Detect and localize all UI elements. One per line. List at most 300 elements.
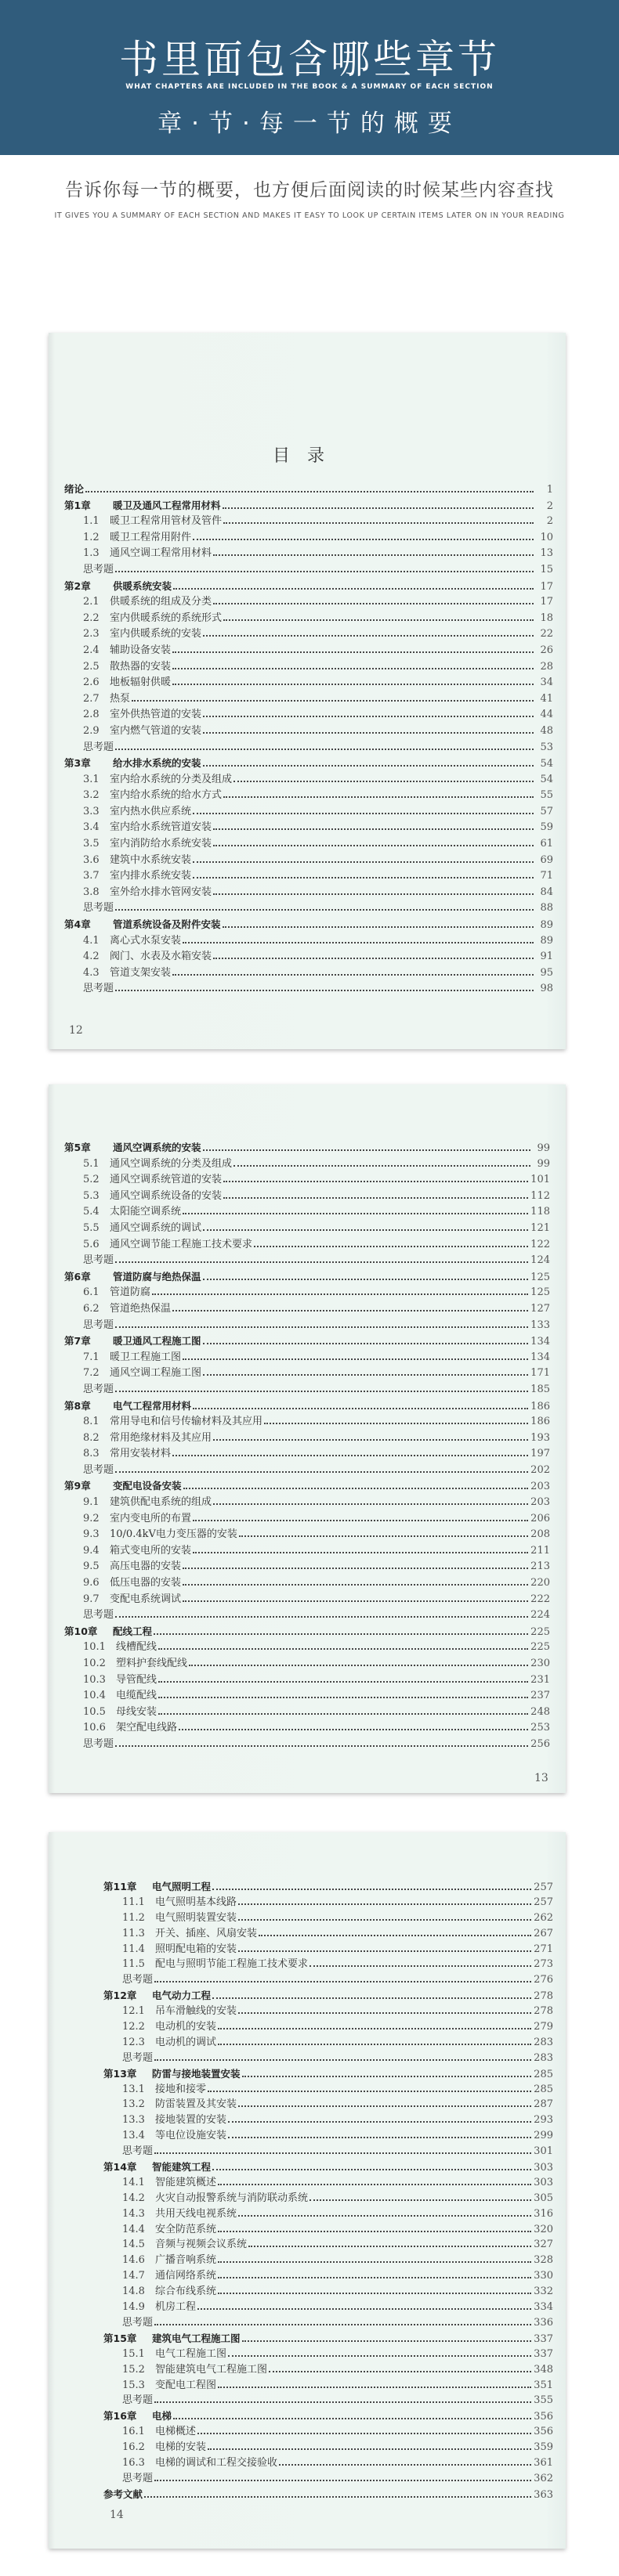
toc-section-row[interactable] xyxy=(64,965,553,982)
section-number: 3.3 xyxy=(83,805,100,817)
entry-title: 思考题 xyxy=(83,563,114,575)
toc-section-row[interactable] xyxy=(103,1942,553,1957)
entry-page-number: 299 xyxy=(534,2130,553,2142)
toc-row[interactable] xyxy=(64,1607,550,1624)
dot-leader xyxy=(115,571,534,572)
entry-title: 思考题 xyxy=(122,2394,154,2407)
chapter-number: 第10章 xyxy=(64,1625,98,1637)
toc-section-row[interactable] xyxy=(103,2253,553,2268)
entry-title: 思考题 xyxy=(83,902,114,915)
toc-section-row[interactable] xyxy=(103,2206,553,2222)
entry-page-number: 41 xyxy=(540,692,553,705)
entry-page-number: 18 xyxy=(540,612,553,624)
toc-section-row[interactable] xyxy=(64,1204,550,1221)
dot-leader xyxy=(242,2076,532,2077)
entry-title: 通风空调系统的安装 xyxy=(113,1142,201,1153)
dot-leader xyxy=(183,942,534,943)
toc-section-row[interactable] xyxy=(103,1957,553,1972)
toc-section-row[interactable] xyxy=(64,1446,550,1463)
section-number: 9.6 xyxy=(83,1577,100,1589)
toc-section-row[interactable] xyxy=(64,1705,550,1721)
entry-title: 配电与照明节能工程施工技术要求 xyxy=(155,1958,309,1971)
dot-leader xyxy=(172,651,534,653)
dot-leader xyxy=(203,1374,528,1376)
dot-leader xyxy=(279,2464,531,2466)
toc-section-row[interactable] xyxy=(103,2268,553,2284)
entry-page-number: 124 xyxy=(530,1254,550,1267)
entry-page-number: 202 xyxy=(530,1463,550,1476)
entry-page-number: 193 xyxy=(530,1431,550,1444)
section-number: 8.3 xyxy=(83,1448,100,1460)
entry-title: 思考题 xyxy=(122,2145,154,2158)
entry-page-number: 206 xyxy=(530,1512,550,1524)
dot-leader xyxy=(183,1568,528,1569)
toc-section-row[interactable] xyxy=(64,659,553,676)
toc-section-row[interactable] xyxy=(64,723,553,740)
toc-section-row[interactable] xyxy=(64,804,553,821)
entry-title: 吊车滑触线的安装 xyxy=(155,2005,237,2018)
section-number: 13.1 xyxy=(122,2083,145,2095)
entry-title: 思考题 xyxy=(83,983,114,995)
section-number: 3.6 xyxy=(83,853,100,866)
section-number: 13.3 xyxy=(122,2114,145,2127)
entry-page-number: 224 xyxy=(530,1609,550,1622)
toc-chapter-row[interactable] xyxy=(103,1988,553,2004)
dot-leader xyxy=(154,2152,531,2154)
entry-title: 导管配线 xyxy=(116,1673,157,1686)
toc-section-row[interactable] xyxy=(103,2440,553,2455)
entry-page-number: 44 xyxy=(540,709,553,721)
dot-leader xyxy=(154,2480,531,2481)
toc-section-row[interactable] xyxy=(64,643,553,659)
dot-leader xyxy=(203,1229,528,1231)
section-number: 11.2 xyxy=(122,1911,145,1924)
toc-section-row[interactable] xyxy=(64,1189,550,1205)
dot-leader xyxy=(172,1310,528,1311)
dot-leader xyxy=(203,765,534,767)
entry-page-number: 225 xyxy=(530,1625,550,1638)
section-number: 10.3 xyxy=(83,1673,106,1686)
toc-section-row[interactable] xyxy=(103,1926,553,1942)
entry-page-number: 134 xyxy=(530,1336,550,1348)
entry-title: 箱式变电所的安装 xyxy=(110,1544,192,1557)
toc-section-row[interactable] xyxy=(103,2300,553,2315)
toc-section-row[interactable] xyxy=(103,1910,553,1926)
toc-section-row[interactable] xyxy=(103,2222,553,2238)
toc-section-row[interactable] xyxy=(64,1592,550,1608)
entry-page-number: 279 xyxy=(534,2021,553,2033)
entry-page-number: 356 xyxy=(534,2411,553,2423)
dot-leader xyxy=(238,1903,531,1905)
toc-row[interactable] xyxy=(64,900,553,917)
entry-title: 安全防范系统 xyxy=(155,2223,217,2235)
toc-section-row[interactable] xyxy=(64,1688,550,1705)
entry-page-number: 17 xyxy=(540,580,553,593)
section-number: 11.4 xyxy=(122,1943,145,1955)
entry-title: 音频与视频会议系统 xyxy=(155,2239,248,2251)
section-number: 2.3 xyxy=(83,628,100,640)
toc-section-row[interactable] xyxy=(64,707,553,723)
dot-leader xyxy=(144,2496,531,2498)
toc-section-row[interactable] xyxy=(103,2097,553,2112)
toc-section-row[interactable] xyxy=(64,611,553,627)
toc-row[interactable] xyxy=(103,2471,553,2487)
toc-section-row[interactable] xyxy=(103,2237,553,2253)
toc-section-row[interactable] xyxy=(103,2362,553,2378)
entry-title: 管道防腐 xyxy=(110,1286,151,1299)
toc-section-row[interactable] xyxy=(103,2424,553,2440)
toc-section-row[interactable] xyxy=(64,1414,550,1431)
entry-title: 暖卫工程常用附件 xyxy=(110,531,192,543)
entry-page-number: 237 xyxy=(530,1690,550,1702)
toc-section-row[interactable] xyxy=(64,691,553,708)
toc-chapter-row[interactable] xyxy=(64,1624,550,1640)
toc-chapter-row[interactable] xyxy=(64,756,553,772)
section-number: 5.5 xyxy=(83,1221,100,1234)
toc-section-row[interactable] xyxy=(64,836,553,853)
toc-row[interactable] xyxy=(64,1737,550,1753)
toc-list xyxy=(64,1140,550,1753)
entry-title: 室内给水系统的给水方式 xyxy=(110,789,223,802)
toc-section-row[interactable] xyxy=(64,1285,550,1301)
toc-section-row[interactable] xyxy=(64,1350,550,1366)
dot-leader xyxy=(310,1965,531,1967)
dot-leader xyxy=(115,1745,528,1747)
toc-row[interactable] xyxy=(64,740,553,756)
toc-section-row[interactable] xyxy=(64,1366,550,1382)
toc-section-row[interactable] xyxy=(64,1237,550,1254)
toc-section-row[interactable] xyxy=(64,1720,550,1737)
toc-chapter-row[interactable] xyxy=(103,2331,553,2347)
toc-section-row[interactable] xyxy=(64,1656,550,1672)
entry-page-number: 222 xyxy=(530,1593,550,1605)
toc-section-row[interactable] xyxy=(64,1172,550,1189)
dot-leader xyxy=(218,2231,531,2232)
entry-title: 智能建筑概述 xyxy=(155,2176,217,2188)
entry-title: 电梯概述 xyxy=(155,2426,197,2438)
entry-page-number: 257 xyxy=(534,1881,553,1893)
toc-section-row[interactable] xyxy=(64,1575,550,1592)
section-number: 14.8 xyxy=(122,2286,145,2298)
toc-section-row[interactable] xyxy=(103,2347,553,2362)
toc-section-row[interactable] xyxy=(64,820,553,836)
dot-leader xyxy=(239,1535,528,1537)
section-number: 6.2 xyxy=(83,1302,100,1315)
entry-title: 高压电器的安装 xyxy=(110,1560,182,1573)
section-number: 2.2 xyxy=(83,612,100,624)
entry-title: 电梯的调试和工程交接验收 xyxy=(155,2456,278,2469)
entry-title: 管道防腐与绝热保温 xyxy=(113,1270,201,1283)
entry-title: 接地和接零 xyxy=(155,2083,207,2095)
entry-title: 电梯的安装 xyxy=(155,2441,207,2454)
chapter-number: 第15章 xyxy=(103,2332,137,2344)
toc-chapter-row[interactable] xyxy=(103,1879,553,1895)
entry-page-number: 267 xyxy=(534,1927,553,1939)
entry-title: 室内供暖系统的安装 xyxy=(110,628,202,640)
section-number: 10.1 xyxy=(83,1641,106,1654)
dot-leader xyxy=(115,990,534,991)
entry-title: 室内消防给水系统安装 xyxy=(110,838,212,850)
toc-section-row[interactable] xyxy=(64,949,553,965)
toc-heading: 目录 xyxy=(272,446,342,466)
entry-page-number: 53 xyxy=(540,741,553,753)
dot-leader xyxy=(228,2137,531,2138)
toc-section-row[interactable] xyxy=(103,2191,553,2206)
toc-chapter-row[interactable] xyxy=(64,498,553,514)
toc-row[interactable] xyxy=(64,1318,550,1334)
entry-title: 变配电系统调试 xyxy=(110,1593,182,1605)
entry-page-number: 278 xyxy=(534,2005,553,2018)
entry-title: 通信网络系统 xyxy=(155,2270,217,2282)
toc-row[interactable] xyxy=(103,1972,553,1988)
toc-section-row[interactable] xyxy=(64,933,553,950)
entry-title: 供暖系统安装 xyxy=(113,579,172,592)
dot-leader xyxy=(218,2293,531,2294)
entry-page-number: 127 xyxy=(530,1302,550,1315)
entry-title: 常用导电和信号传输材料及其应用 xyxy=(110,1416,263,1428)
dot-leader xyxy=(213,1439,528,1441)
toc-section-row[interactable] xyxy=(64,1495,550,1511)
entry-title: 思考题 xyxy=(122,1974,154,1986)
toc-section-row[interactable] xyxy=(103,2035,553,2051)
entry-title: 思考题 xyxy=(83,1609,114,1622)
toc-section-row[interactable] xyxy=(64,788,553,804)
toc-section-row[interactable] xyxy=(64,530,553,547)
toc-section-row[interactable] xyxy=(103,2175,553,2191)
toc-section-row[interactable] xyxy=(64,1156,550,1173)
entry-page-number: 213 xyxy=(530,1560,550,1573)
dot-leader xyxy=(197,2433,531,2434)
dot-leader xyxy=(269,2371,531,2372)
section-number: 15.3 xyxy=(122,2379,145,2391)
entry-title: 通风空调节能工程施工技术要求 xyxy=(110,1238,253,1250)
dot-leader xyxy=(158,1713,528,1715)
toc-chapter-row[interactable] xyxy=(64,1140,550,1156)
toc-section-row[interactable] xyxy=(103,2455,553,2471)
entry-page-number: 134 xyxy=(530,1351,550,1363)
toc-section-row[interactable] xyxy=(103,2082,553,2098)
toc-section-row[interactable] xyxy=(64,594,553,611)
banner-tagline: 章·节·每一节的概要 xyxy=(157,110,462,138)
section-number: 11.5 xyxy=(122,1958,145,1971)
entry-page-number: 225 xyxy=(530,1641,550,1654)
toc-section-row[interactable] xyxy=(64,1301,550,1318)
entry-title: 暖卫通风工程施工图 xyxy=(113,1335,201,1348)
toc-section-row[interactable] xyxy=(103,2128,553,2144)
toc-section-row[interactable] xyxy=(103,2112,553,2128)
dot-leader xyxy=(172,974,534,976)
entry-page-number: 336 xyxy=(534,2316,553,2329)
entry-title: 通风空调系统的分类及组成 xyxy=(110,1157,233,1170)
entry-page-number: 203 xyxy=(530,1481,550,1493)
toc-section-row[interactable] xyxy=(103,2004,553,2019)
entry-page-number: 273 xyxy=(534,1958,553,1971)
entry-page-number: 257 xyxy=(534,1896,553,1908)
toc-section-row[interactable] xyxy=(103,1895,553,1910)
dot-leader xyxy=(254,1246,528,1247)
toc-section-row[interactable] xyxy=(64,1527,550,1543)
dot-leader xyxy=(238,2215,531,2217)
entry-title: 10/0.4kV电力变压器的安装 xyxy=(110,1528,237,1541)
entry-title: 变配电设备安装 xyxy=(113,1480,182,1492)
toc-section-row[interactable] xyxy=(64,675,553,691)
dot-leader xyxy=(158,1681,528,1683)
section-number: 12.3 xyxy=(122,2036,145,2048)
chapter-number: 第16章 xyxy=(103,2410,137,2423)
entry-title: 辅助设备安装 xyxy=(110,644,172,656)
section-number: 2.6 xyxy=(83,676,100,689)
entry-title: 思考题 xyxy=(83,1319,114,1331)
section-number: 15.2 xyxy=(122,2363,145,2376)
entry-page-number: 98 xyxy=(540,983,553,995)
dot-leader xyxy=(158,1648,528,1650)
toc-row[interactable] xyxy=(103,2487,553,2502)
toc-chapter-row[interactable] xyxy=(64,579,553,595)
toc-section-row[interactable] xyxy=(64,868,553,885)
section-number: 8.1 xyxy=(83,1416,100,1428)
dot-leader xyxy=(218,2387,531,2388)
entry-page-number: 28 xyxy=(540,660,553,673)
entry-page-number: 125 xyxy=(530,1271,550,1283)
toc-chapter-row[interactable] xyxy=(64,1478,550,1495)
toc-section-row[interactable] xyxy=(64,1221,550,1237)
dot-leader xyxy=(172,684,534,685)
entry-page-number: 303 xyxy=(534,2176,553,2188)
section-number: 14.7 xyxy=(122,2270,145,2282)
toc-section-row[interactable] xyxy=(64,1559,550,1575)
entry-page-number: 88 xyxy=(540,902,553,915)
dot-leader xyxy=(228,2121,531,2123)
chapter-number: 第7章 xyxy=(64,1335,91,1348)
toc-row[interactable] xyxy=(64,981,553,998)
entry-page-number: 271 xyxy=(534,1943,553,1955)
toc-row[interactable] xyxy=(103,2315,553,2331)
dot-leader xyxy=(238,2105,531,2107)
entry-title: 等电位设施安装 xyxy=(155,2130,227,2142)
entry-page-number: 363 xyxy=(534,2488,553,2501)
section-number: 1.3 xyxy=(83,547,100,560)
toc-row[interactable] xyxy=(103,2393,553,2408)
entry-title: 管道绝热保温 xyxy=(110,1302,172,1315)
dot-leader xyxy=(154,1981,531,1983)
entry-title: 建筑供配电系统的组成 xyxy=(110,1496,212,1509)
toc-section-row[interactable] xyxy=(64,1431,550,1447)
toc-chapter-row[interactable] xyxy=(64,1269,550,1286)
dot-leader xyxy=(264,1423,528,1424)
toc-section-row[interactable] xyxy=(64,514,553,530)
entry-title: 防雷装置及其安装 xyxy=(155,2098,237,2111)
toc-section-row[interactable] xyxy=(103,2019,553,2035)
entry-page-number: 26 xyxy=(540,644,553,656)
section-number: 14.4 xyxy=(122,2223,145,2235)
toc-row[interactable] xyxy=(103,2051,553,2066)
section-number: 4.2 xyxy=(83,951,100,963)
toc-section-row[interactable] xyxy=(103,2378,553,2394)
toc-chapter-row[interactable] xyxy=(64,1398,550,1415)
chapter-number: 第14章 xyxy=(103,2161,137,2174)
section-number: 2.9 xyxy=(83,724,100,737)
toc-chapter-row[interactable] xyxy=(103,2408,553,2424)
toc-row[interactable] xyxy=(64,482,553,498)
section-number: 2.5 xyxy=(83,660,100,673)
toc-row[interactable] xyxy=(64,1463,550,1479)
dot-leader xyxy=(193,861,534,863)
toc-chapter-row[interactable] xyxy=(103,2159,553,2175)
chapter-number: 第8章 xyxy=(64,1399,91,1412)
entry-title: 思考题 xyxy=(122,2051,154,2064)
chapter-number: 第4章 xyxy=(64,918,91,931)
toc-section-row[interactable] xyxy=(64,1543,550,1560)
entry-title: 电气工程施工图 xyxy=(155,2347,227,2360)
entry-title: 共用天线电视系统 xyxy=(155,2207,237,2220)
entry-title: 防雷与接地装置安装 xyxy=(152,2067,241,2080)
entry-title: 管道支架安装 xyxy=(110,966,172,979)
toc-row[interactable] xyxy=(64,1382,550,1398)
entry-title: 思考题 xyxy=(83,1737,114,1750)
entry-page-number: 203 xyxy=(530,1496,550,1509)
dot-leader xyxy=(212,1889,531,1890)
entry-page-number: 334 xyxy=(534,2301,553,2314)
toc-section-row[interactable] xyxy=(64,885,553,901)
entry-page-number: 84 xyxy=(540,886,553,898)
toc-section-row[interactable] xyxy=(64,853,553,869)
entry-title: 通风空调系统管道的安装 xyxy=(110,1174,223,1186)
chapter-number: 第9章 xyxy=(64,1480,91,1492)
dot-leader xyxy=(193,877,534,879)
toc-chapter-row[interactable] xyxy=(64,1333,550,1350)
entry-page-number: 1 xyxy=(546,484,553,496)
section-number: 3.8 xyxy=(83,886,100,898)
toc-section-row[interactable] xyxy=(64,546,553,562)
toc-section-row[interactable] xyxy=(103,2284,553,2300)
toc-chapter-row[interactable] xyxy=(103,2066,553,2082)
toc-section-row[interactable] xyxy=(64,626,553,643)
dot-leader xyxy=(223,619,534,621)
toc-section-row[interactable] xyxy=(64,1672,550,1689)
dot-leader xyxy=(213,828,534,830)
entry-title: 散热器的安装 xyxy=(110,660,172,673)
dot-leader xyxy=(183,1584,528,1586)
toc-section-row[interactable] xyxy=(64,1640,550,1656)
toc-section-row[interactable] xyxy=(64,772,553,788)
entry-page-number: 361 xyxy=(534,2456,553,2469)
section-number: 13.4 xyxy=(122,2130,145,2142)
dot-leader xyxy=(238,1919,531,1921)
toc-section-row[interactable] xyxy=(64,1511,550,1528)
dot-leader xyxy=(218,2044,531,2045)
dot-leader xyxy=(183,1358,528,1360)
toc-row[interactable] xyxy=(103,2144,553,2159)
entry-page-number: 208 xyxy=(530,1528,550,1541)
entry-page-number: 197 xyxy=(530,1448,550,1460)
entry-page-number: 348 xyxy=(534,2363,553,2376)
toc-chapter-row[interactable] xyxy=(64,917,553,933)
dot-leader xyxy=(193,1552,528,1553)
entry-page-number: 17 xyxy=(540,596,553,608)
toc-row[interactable] xyxy=(64,562,553,579)
entry-title: 室内变电所的布置 xyxy=(110,1512,192,1524)
entry-page-number: 276 xyxy=(534,1974,553,1986)
entry-title: 电缆配线 xyxy=(116,1690,157,1702)
toc-row[interactable] xyxy=(64,1253,550,1269)
section-number: 5.4 xyxy=(83,1206,100,1218)
entry-title: 思考题 xyxy=(83,1463,114,1476)
dot-leader xyxy=(173,2418,531,2419)
entry-page-number: 303 xyxy=(534,2162,553,2174)
entry-title: 常用绝缘材料及其应用 xyxy=(110,1431,212,1444)
dot-leader xyxy=(115,1616,528,1618)
section-number: 11.3 xyxy=(122,1927,145,1939)
